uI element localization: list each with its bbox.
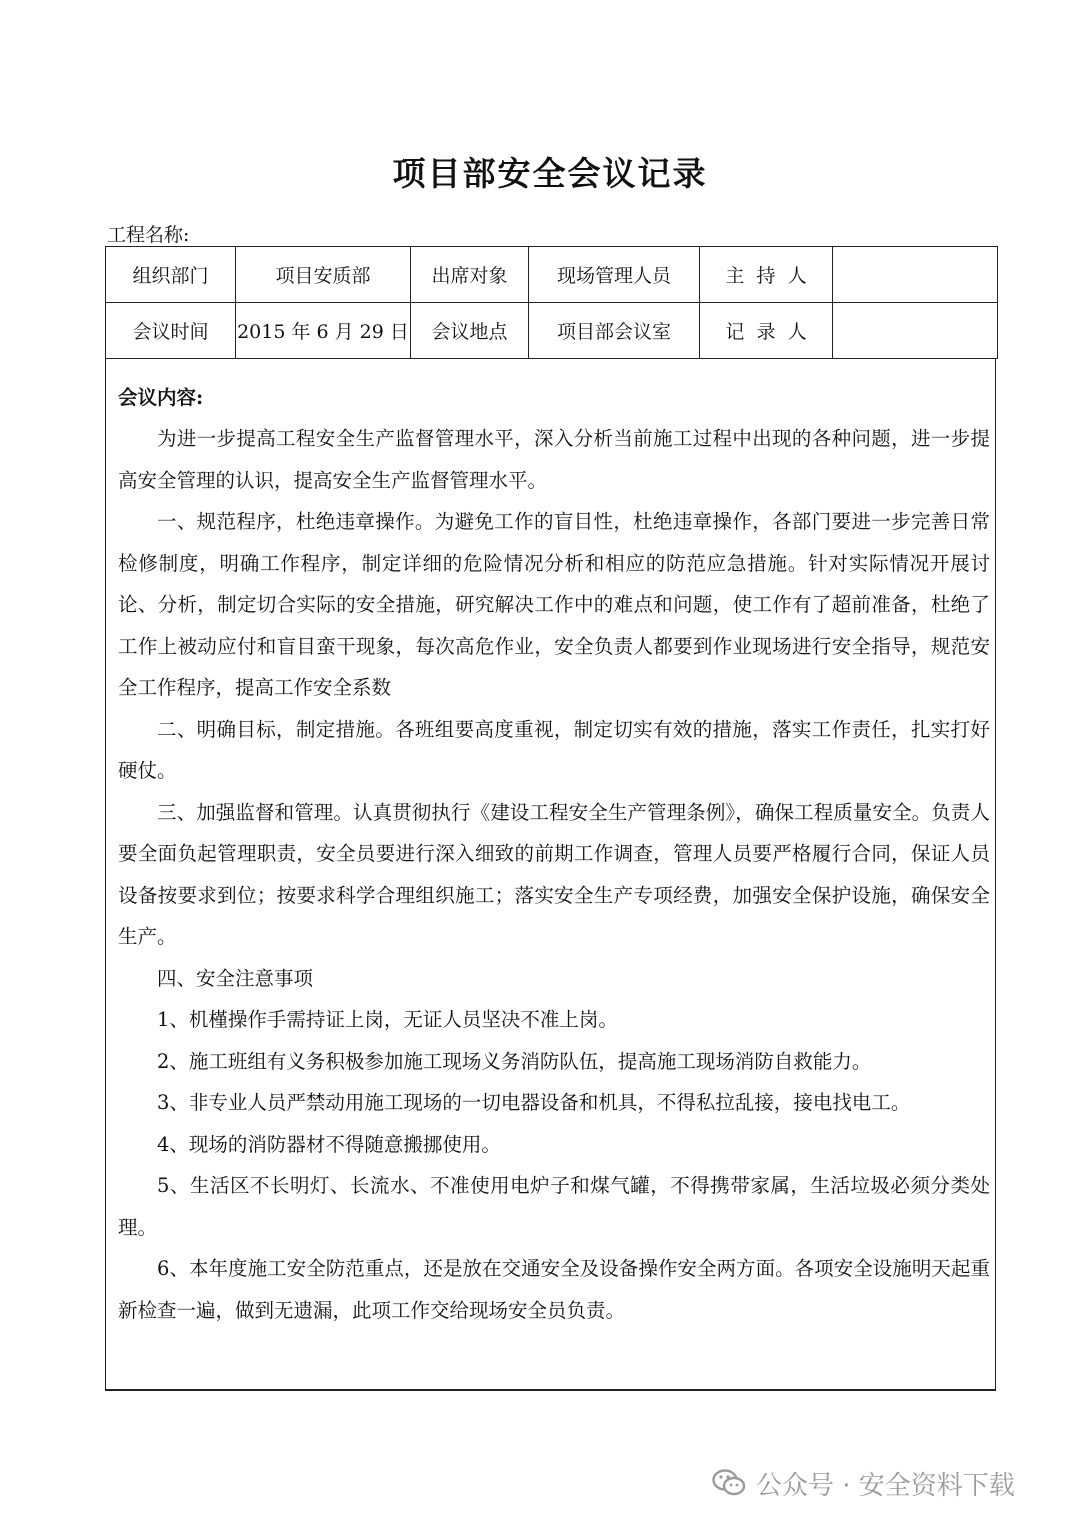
- safety-item-3: 3、非专业人员严禁动用施工现场的一切电器设备和机具，不得私拉乱接，接电找电工。: [157, 1091, 911, 1114]
- safety-item-4: 4、现场的消防器材不得随意搬挪使用。: [157, 1132, 501, 1156]
- watermark-text: 公众号 · 安全资料下载: [756, 1470, 1015, 1501]
- content-paragraph-3: 三、加强监督和管理。认真贯彻执行《建设工程安全生产管理条例》，确保工程质量安全。负责人要全面负起管理职责，安全员要进行深入细致的前期工作调查，管理人员要严格履行合同，保证人员设备按要求到位；按要求科学合理组织施工；落实安全生产专项经费，加强安全保护设施，确保安全生产。: [118, 800, 990, 948]
- recorder-value: [833, 303, 998, 359]
- attendees-label: 出席对象: [411, 247, 529, 303]
- content-paragraph-2: 二、明确目标，制定措施。各班组要高度重视，制定切实有效的措施，落实工作责任，扎实打好硬仗。: [118, 717, 990, 782]
- content-paragraph-4-heading: 四、安全注意事项: [157, 966, 314, 990]
- content-paragraph-intro: 为进一步提高工程安全生产监督管理水平，深入分析当前施工过程中出现的各种问题，进一步提高安全管理的认识，提高安全生产监督管理水平。: [118, 427, 990, 492]
- attendees-value: 现场管理人员: [529, 247, 700, 303]
- org-dept-value: 项目安质部: [236, 247, 411, 303]
- meeting-content-box: [105, 359, 996, 1391]
- wechat-icon: [712, 1468, 746, 1498]
- content-paragraph-1: 一、规范程序，杜绝违章操作。为避免工作的盲目性，杜绝违章操作，各部门要进一步完善日常检修制度，明确工作程序，制定详细的危险情况分析和相应的防范应急措施。针对实际情况开展讨论、分析，制定切合实际的安全措施，研究解决工作中的难点和问题，使工作有了超前准备，杜绝了工作上被动应付和盲目蛮干现象，每次高危作业，安全负责人都要到作业现场进行安全指导，规范安全工作程序，提高工作安全系数: [118, 510, 990, 699]
- host-label: 主 持 人: [700, 247, 833, 303]
- page-title: 项目部安全会议记录: [392, 154, 708, 193]
- meeting-info-table: [105, 246, 998, 359]
- meeting-time-value: 2015 年 6 月 29 日: [236, 303, 411, 359]
- meeting-location-value: 项目部会议室: [529, 303, 700, 359]
- safety-item-1: 1、机槿操作手需持证上岗，无证人员坚决不准上岗。: [157, 1008, 618, 1031]
- meeting-time-label: 会议时间: [106, 303, 236, 359]
- project-name-label: 工程名称:: [107, 224, 190, 246]
- content-label: 会议内容:: [118, 386, 204, 409]
- meeting-location-label: 会议地点: [411, 303, 529, 359]
- watermark: [712, 1463, 1015, 1503]
- host-value: [833, 247, 998, 303]
- table-row: [106, 303, 998, 359]
- safety-item-6: 6、本年度施工安全防范重点，还是放在交通安全及设备操作安全两方面。各项安全设施明天起重新检查一遍，做到无遗漏，此项工作交给现场安全员负责。: [118, 1257, 990, 1322]
- meeting-content: [118, 381, 990, 1331]
- safety-item-2: 2、施工班组有义务积极参加施工现场义务消防队伍，提高施工现场消防自救能力。: [157, 1049, 872, 1073]
- safety-item-5: 5、生活区不长明灯、长流水、不准使用电炉子和煤气罐，不得携带家属，生活垃圾必须分类处理。: [118, 1174, 990, 1239]
- recorder-label: 记 录 人: [700, 303, 833, 359]
- table-row: [106, 247, 998, 303]
- org-dept-label: 组织部门: [106, 247, 236, 303]
